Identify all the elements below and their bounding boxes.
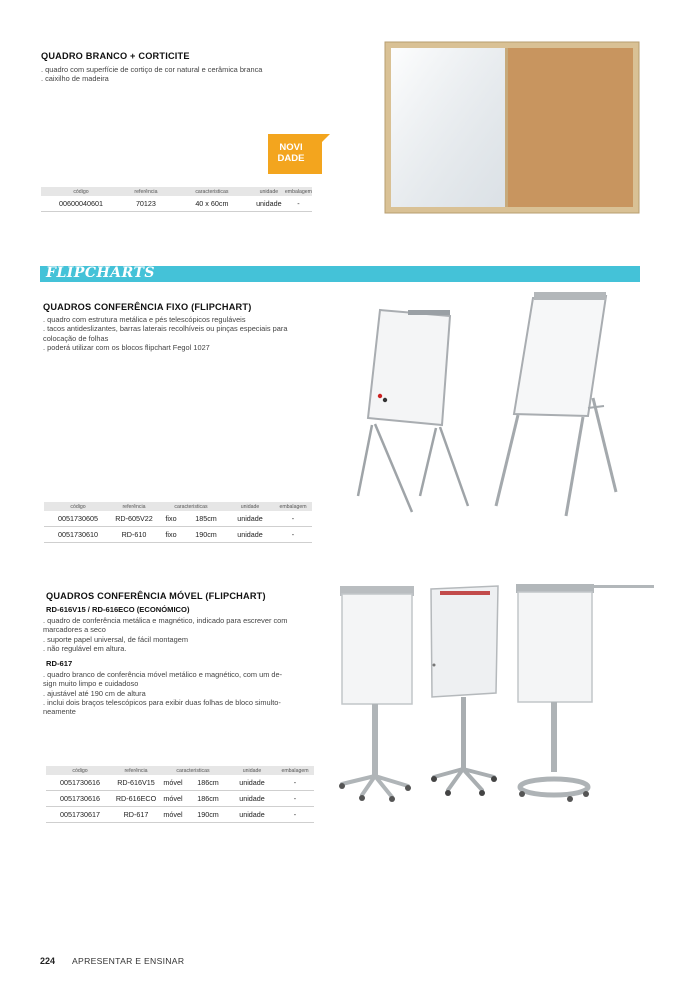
table-header-row — [44, 502, 312, 511]
whiteboard-cork-image — [384, 41, 640, 214]
description-line: . tacos antideslizantes, barras laterais recolhíveis ou pinças especiais para — [43, 324, 288, 334]
mobile-flipchart-image-b — [426, 585, 504, 805]
cell-unit: unidade — [226, 527, 274, 543]
cell-type: fixo — [156, 511, 186, 527]
description-line: neamente — [43, 707, 76, 717]
cell-package: - — [276, 807, 314, 823]
column-header: embalagem — [284, 188, 312, 195]
cell-reference: RD-605V22 — [112, 511, 156, 527]
section3-description-2 — [43, 670, 282, 716]
column-header: referência — [112, 502, 156, 511]
column-header: código — [44, 502, 112, 511]
table-row — [46, 791, 314, 807]
description-line: . caixilho de madeira — [41, 74, 109, 84]
table-row — [41, 196, 312, 212]
cell-type: móvel — [158, 807, 188, 823]
section2-description — [43, 315, 287, 352]
section3-spec-table — [46, 766, 314, 823]
fixed-flipchart-image-a — [350, 290, 485, 530]
section3-title: QUADROS CONFERÊNCIA MÓVEL (FLIPCHART) — [46, 591, 266, 601]
column-header: unidade — [253, 187, 285, 196]
description-line: sign muito limpo e cuidadoso — [43, 679, 139, 689]
column-header: unidade — [226, 502, 274, 511]
description-line: . suporte papel universal, de fácil montagem — [43, 634, 189, 644]
column-header: caracteristicas — [158, 766, 228, 775]
cell-height: 190cm — [188, 807, 228, 823]
cell-package: - — [274, 527, 312, 543]
description-line: . quadro branco de conferência móvel metálico e magnético, com um de- — [43, 670, 283, 679]
cell-code: 0051730616 — [46, 791, 114, 807]
cell-package: - — [274, 511, 312, 527]
description-line: . inclui dois braços telescópicos para exibir duas folhas de bloco simulto- — [43, 697, 281, 707]
section2-title: QUADROS CONFERÊNCIA FIXO (FLIPCHART) — [43, 302, 252, 312]
column-header: referência — [114, 766, 158, 775]
cell-unit: unidade — [226, 511, 274, 527]
cell-unit: unidade — [253, 196, 285, 212]
table-row — [44, 511, 312, 527]
section1-description — [41, 65, 262, 84]
cell-height: 190cm — [186, 527, 226, 543]
description-line: . não regulável em altura. — [43, 643, 127, 653]
cell-reference: 70123 — [121, 196, 171, 212]
column-header: código — [46, 766, 114, 775]
cell-code: 0051730616 — [46, 775, 114, 791]
column-header: caracteristicas — [171, 187, 253, 196]
cell-package: - — [276, 791, 314, 807]
cell-height: 185cm — [186, 511, 226, 527]
section3-description-1 — [43, 616, 287, 653]
flipcharts-section-band — [40, 266, 640, 282]
cell-height: 186cm — [188, 791, 228, 807]
table-header-row — [46, 766, 314, 775]
cell-code: 0051730605 — [44, 511, 112, 527]
description-line: . ajustável até 190 cm de altura — [43, 688, 146, 698]
section-footer-label: APRESENTAR E ENSINAR — [72, 956, 185, 966]
column-header: embalagem — [274, 502, 312, 511]
fixed-flipchart-image-b — [488, 288, 628, 528]
cell-type: móvel — [158, 791, 188, 807]
column-header: embalagem — [276, 766, 314, 775]
column-header: referência — [121, 187, 171, 196]
section2-spec-table — [44, 502, 312, 543]
cell-type: fixo — [156, 527, 186, 543]
section1-spec-table — [41, 187, 312, 212]
cell-unit: unidade — [228, 791, 276, 807]
mobile-flipchart-image-c — [510, 580, 655, 805]
description-line: . quadro com superfície de cortiço de cor natural e cerâmica branca — [41, 65, 263, 74]
badge-text-line: DADE — [277, 153, 305, 164]
cell-type: móvel — [158, 775, 188, 791]
table-header-row — [41, 187, 312, 196]
novidade-badge — [264, 132, 332, 176]
cell-reference: RD-610 — [112, 527, 156, 543]
description-line: . quadro de conferência metálica e magnético, indicado para escrever com — [43, 616, 288, 625]
description-line: marcadores a seco — [43, 625, 106, 635]
cell-height: 186cm — [188, 775, 228, 791]
table-row — [44, 527, 312, 543]
cell-reference: RD-616ECO — [114, 791, 158, 807]
section3-subtitle-rd616: RD-616V15 / RD-616ECO (ECONÓMICO) — [46, 605, 190, 614]
column-header: código — [41, 187, 121, 196]
column-header: caracteristicas — [156, 502, 226, 511]
table-row — [46, 807, 314, 823]
cell-package: - — [285, 196, 312, 212]
cell-unit: unidade — [228, 807, 276, 823]
description-line: . poderá utilizar com os blocos flipchart Fegol 1027 — [43, 342, 210, 352]
description-line: . quadro com estrutura metálica e pés telescópicos reguláveis — [43, 315, 246, 324]
section3-subtitle-rd617: RD-617 — [46, 659, 73, 668]
page-number: 224 — [40, 956, 56, 966]
band-label: FLIPCHARTS — [46, 265, 156, 281]
cell-code: 0051730617 — [46, 807, 114, 823]
cell-characteristics: 40 x 60cm — [171, 196, 253, 212]
section1-title: QUADRO BRANCO + CORTICITE — [41, 51, 190, 61]
cell-code: 0051730610 — [44, 527, 112, 543]
cell-unit: unidade — [228, 775, 276, 791]
table-row — [46, 775, 314, 791]
cell-code: 00600040601 — [41, 196, 121, 212]
cell-reference: RD-616V15 — [114, 775, 158, 791]
mobile-flipchart-image-a — [332, 580, 422, 805]
badge-text-line: NOVI — [279, 142, 303, 153]
column-header: unidade — [228, 766, 276, 775]
cell-reference: RD-617 — [114, 807, 158, 823]
description-line: colocação de folhas — [43, 333, 109, 343]
cell-package: - — [276, 775, 314, 791]
